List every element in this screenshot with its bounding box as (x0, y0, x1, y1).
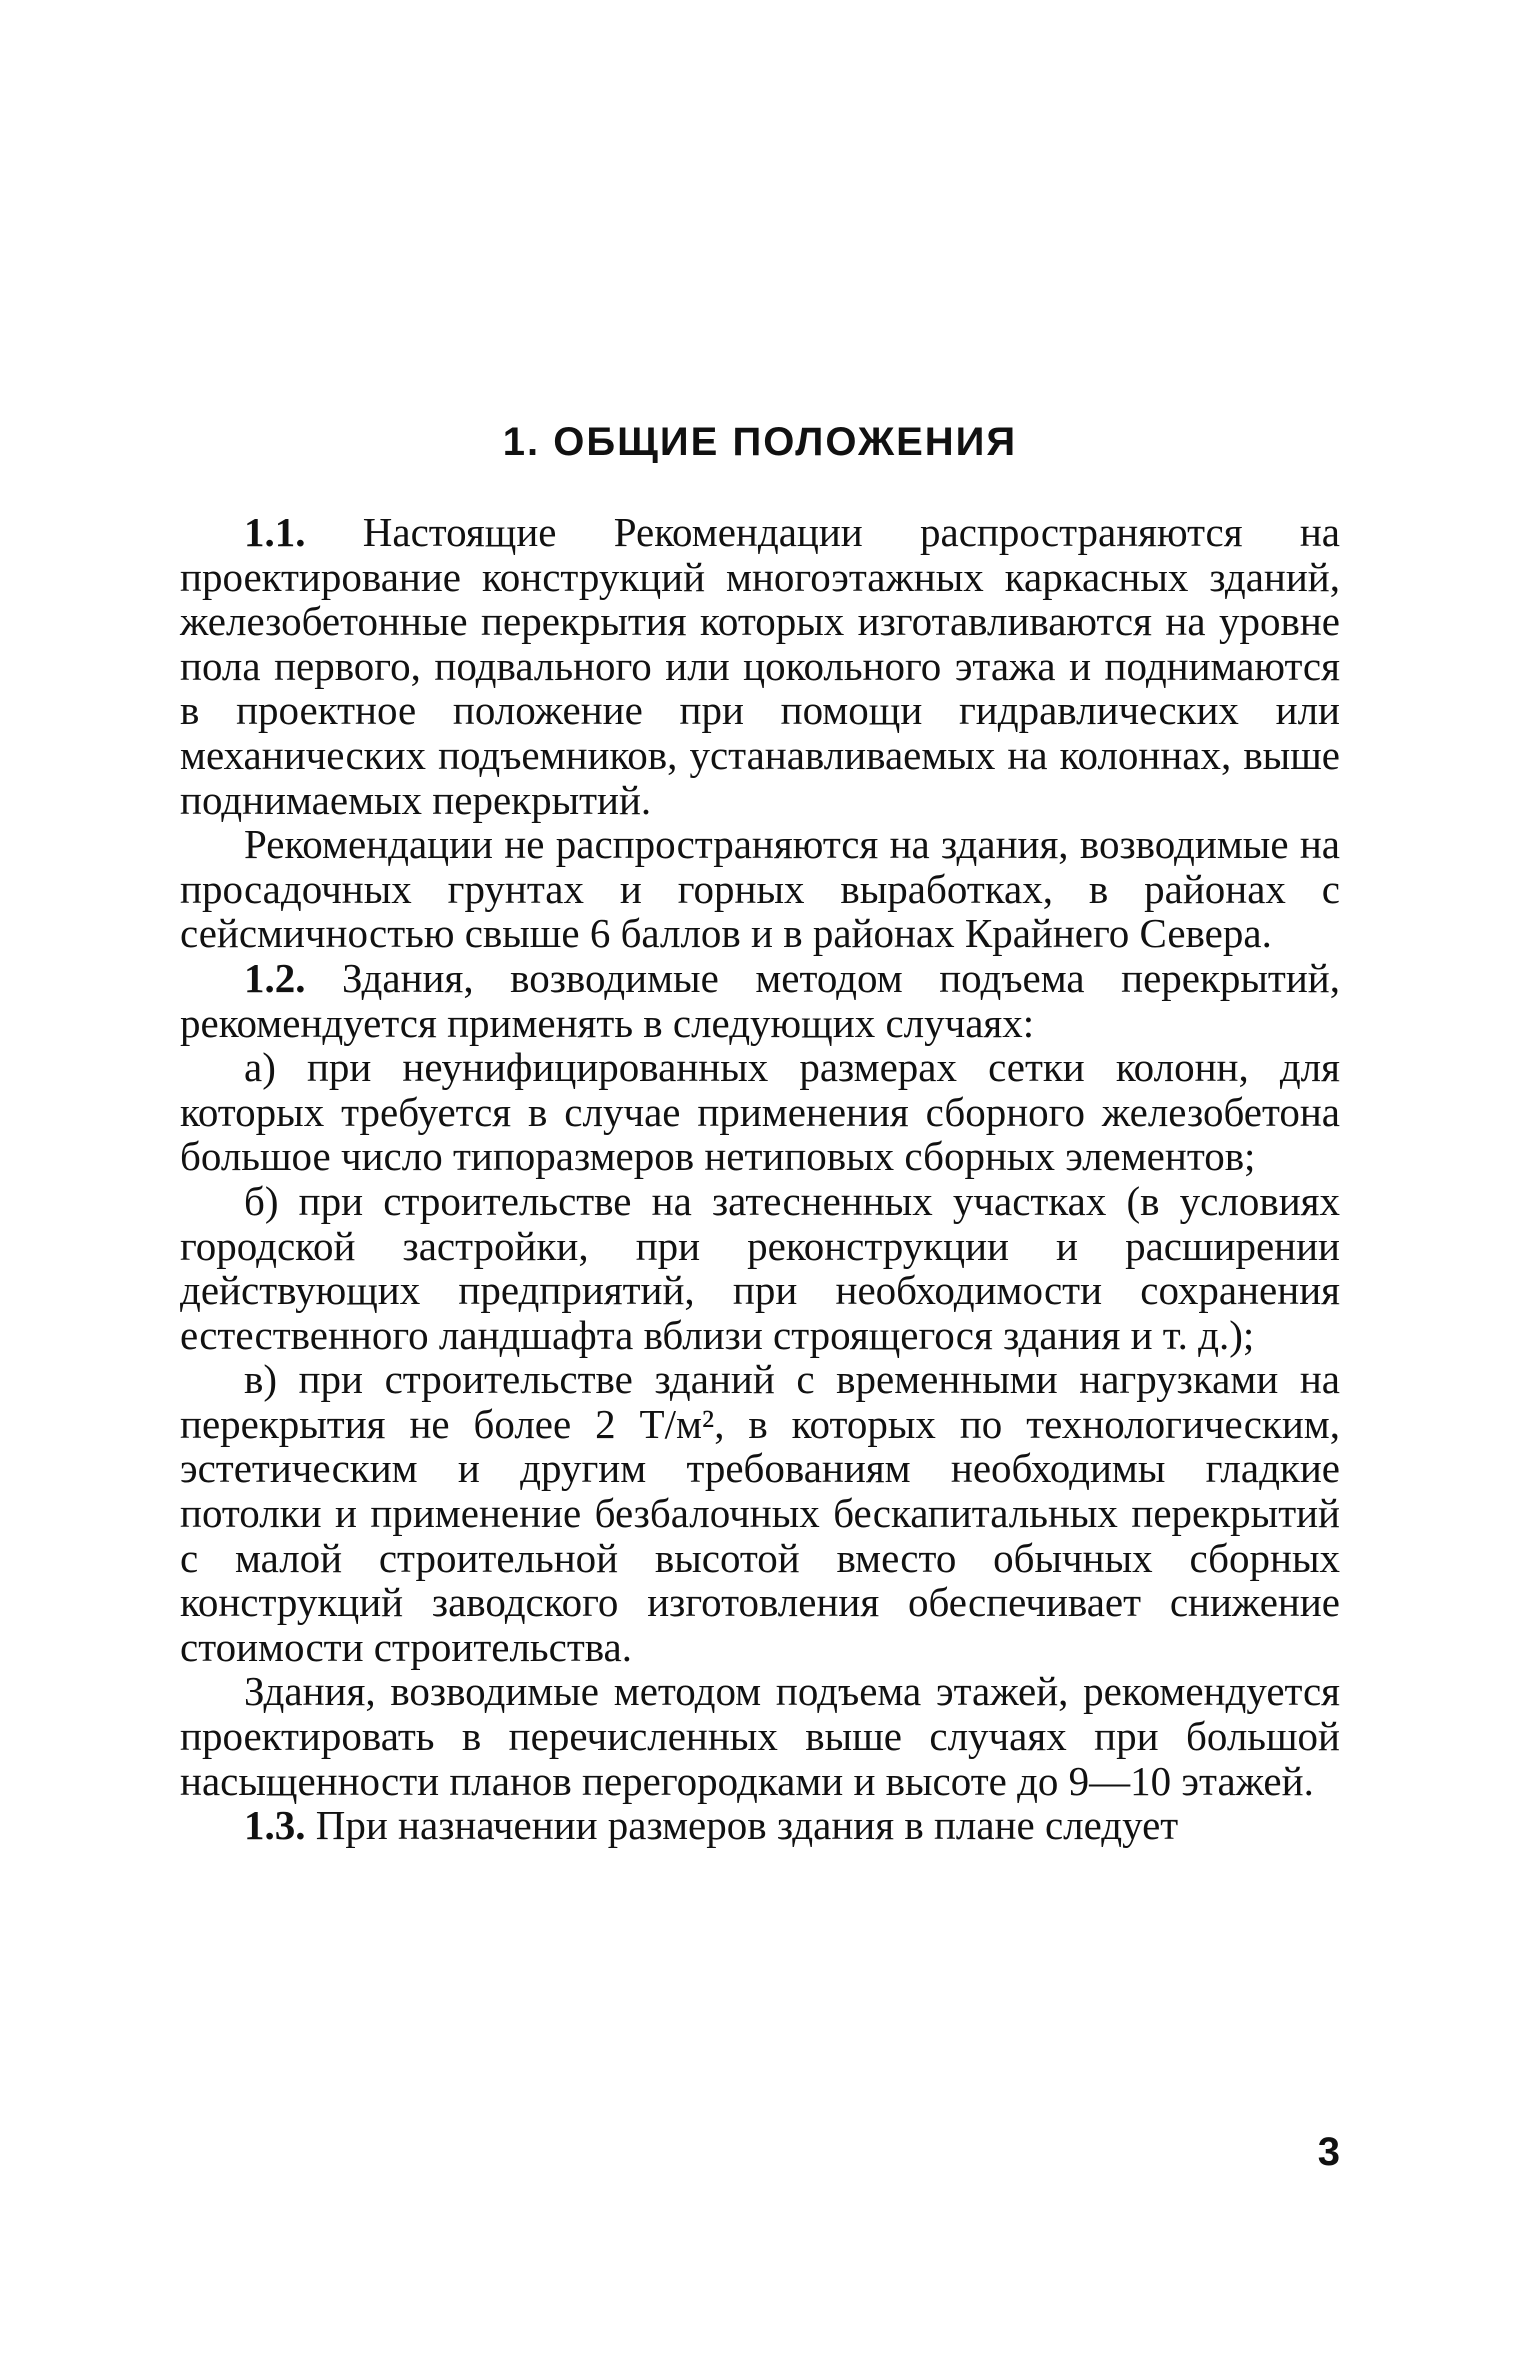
paragraph-1-2 (180, 956, 1340, 1045)
paragraph-text: б) при строительстве на затесненных участках (в условиях городской застройки, при реконструкции и расширении действующих предприятий, при необходимости сохранения естественного ландшафта вблизи строящегося здания и т. д.); (180, 1177, 1340, 1358)
list-item-b (180, 1179, 1340, 1357)
clause-number: 1.1. (244, 509, 306, 555)
paragraph-text: Настоящие Рекомендации распространяются на проектирование конструкций многоэтажных каркасных зданий, железобетонные перекрытия которых изготавливаются на уровне пола первого, подвального или цокольного этажа и поднимаются в проектное положение при помощи гидравлических или механических подъемников, устанавливаемых на колоннах, выше поднимаемых перекрытий. (180, 509, 1341, 823)
list-item-v (180, 1357, 1340, 1669)
clause-number: 1.2. (244, 954, 306, 1001)
paragraph-text: в) при строительстве зданий с временными нагрузками на перекрытия не более 2 Т/м², в которых по технологическим, эстетическим и другим требованиям необходимы гладкие потолки и применение безбалочных бескапитальных перекрытий с малой строительной высотой вместо обычных сборных конструкций заводского изготовления обеспечивает снижение стоимости строительства. (180, 1356, 1340, 1670)
paragraph-1-1 (180, 510, 1340, 822)
section-heading: 1. ОБЩИЕ ПОЛОЖЕНИЯ (502, 420, 1018, 464)
list-item-a (180, 1045, 1340, 1179)
paragraph-text: Здания, возводимые методом подъема этажей, рекомендуется проектировать в перечисленных выше случаях при большой насыщенности планов перегородками и высоте до 9—10 этажей. (180, 1668, 1340, 1804)
paragraph-text: Здания, возводимые методом подъема перекрытий, рекомендуется применять в следующих случаях: (180, 954, 1340, 1046)
page-number: 3 (1317, 2130, 1340, 2174)
body-text (180, 510, 1340, 1848)
paragraph-scope-exclusions (180, 822, 1340, 956)
paragraph-text: Рекомендации не распространяются на здания, возводимые на просадочных грунтах и горных выработках, в районах с сейсмичностью свыше 6 баллов и в районах Крайнего Севера. (180, 821, 1340, 957)
paragraph-floor-lifting (180, 1669, 1340, 1803)
paragraph-text: а) при неунифицированных размерах сетки колонн, для которых требуется в случае применения сборного железобетона большое число типоразмеров нетиповых сборных элементов; (180, 1044, 1340, 1180)
document-page (180, 0, 1340, 2363)
clause-number: 1.3. (244, 1802, 306, 1849)
paragraph-text: При назначении размеров здания в плане следует (315, 1802, 1179, 1849)
paragraph-1-3 (180, 1803, 1340, 1848)
